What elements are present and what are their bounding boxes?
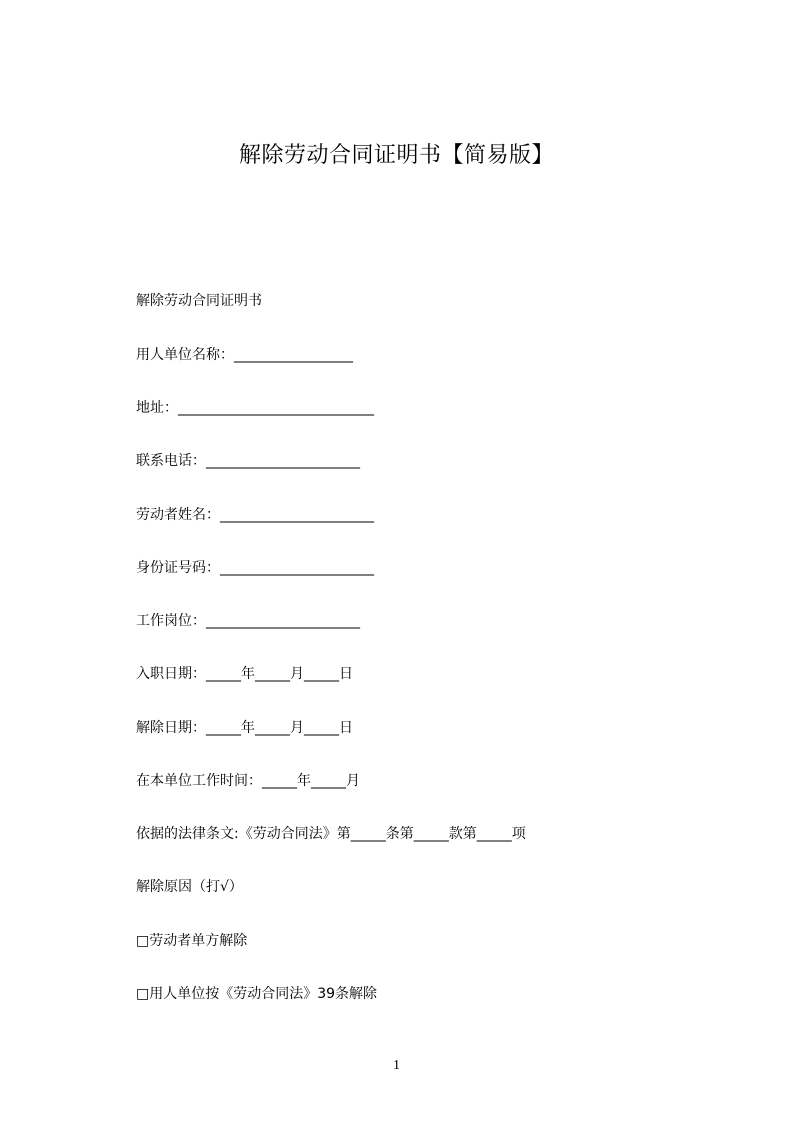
address-field: 地址：____________________________ xyxy=(136,400,374,416)
document-title: 解除劳动合同证明书【简易版】 xyxy=(238,143,554,168)
legal-basis-field: 依据的法律条文:《劳动合同法》第_____条第_____款第_____项 xyxy=(136,826,526,842)
tenure-field: 在本单位工作时间：_____年_____月 xyxy=(136,773,360,789)
termination-date-field: 解除日期：_____年_____月_____日 xyxy=(136,720,353,736)
reason-option-employer-art39: □用人单位按《劳动合同法》39条解除 xyxy=(136,986,378,1002)
reason-option-employee: □劳动者单方解除 xyxy=(136,933,248,949)
employer-name-field: 用人单位名称：_________________ xyxy=(136,347,353,363)
phone-field: 联系电话：______________________ xyxy=(136,453,360,469)
job-position-field: 工作岗位：______________________ xyxy=(136,613,360,629)
termination-reason-heading: 解除原因（打√） xyxy=(136,879,243,895)
page-number: 1 xyxy=(393,1058,400,1073)
employee-name-field: 劳动者姓名：______________________ xyxy=(136,507,374,523)
section-heading: 解除劳动合同证明书 xyxy=(136,293,262,309)
id-number-field: 身份证号码：______________________ xyxy=(136,560,374,576)
hire-date-field: 入职日期：_____年_____月_____日 xyxy=(136,666,353,682)
